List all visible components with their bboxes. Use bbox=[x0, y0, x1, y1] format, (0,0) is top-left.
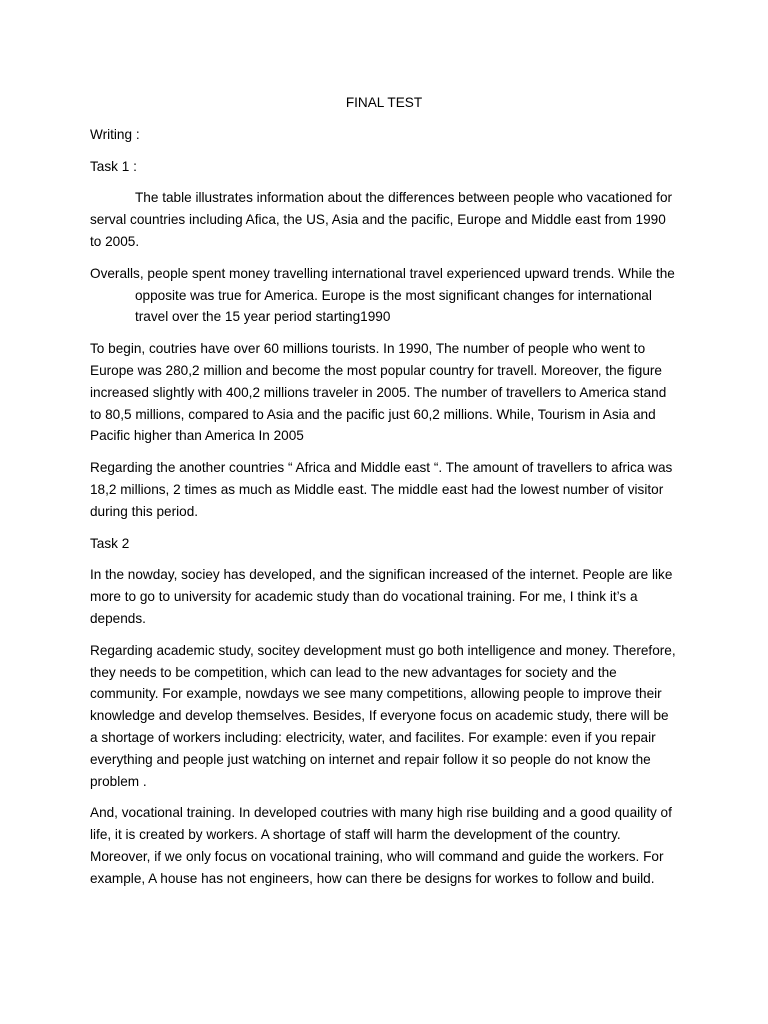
task2-paragraph-body-2: And, vocational training. In developed coutries with many high rise building and a good quaility of life, it is created by workers. A shortage of staff will harm the development of the country. Moreover, if we only focus on vocational training, who will command and guide the workers. For example, A house has not engineers, how can there be designs for workes to follow and build. bbox=[90, 805, 672, 886]
section-heading-writing: Writing : bbox=[90, 126, 140, 142]
task1-paragraph-intro: The table illustrates information about the differences between people who vacationed for serval countries including Afica, the US, Asia and the pacific, Europe and Middle east from 1990 to 2005. bbox=[90, 190, 673, 249]
task1-heading: Task 1 : bbox=[90, 158, 137, 174]
task1-paragraph-body-1: To begin, coutries have over 60 millions tourists. In 1990, The number of people who went to Europe was 280,2 million and become the most popular country for travell. Moreover, the figure increased slightly with 400,2 millions traveler in 2005. The number of travellers to America stand to 80,5 millions, compared to Asia and the pacific just 60,2 millions. While, Tourism in Asia and Pacific higher than America In 2005 bbox=[90, 341, 667, 444]
task2-paragraph-body-1: Regarding academic study, socitey development must go both intelligence and money. Therefore, they needs to be competition, which can lead to the new advantages for society and the community. For example, nowdays we see many competitions, allowing people to improve their knowledge and develop themselves. Besides, If everyone focus on academic study, there will be a shortage of workers including: electricity, water, and facilites. For example: even if you repair everything and people just watching on internet and repair follow it so people do not know the problem . bbox=[90, 642, 676, 789]
task1-paragraph-body-2: Regarding the another countries “ Africa and Middle east “. The amount of travellers to africa was 18,2 millions, 2 times as much as Middle east. The middle east had the lowest number of visitor during this period. bbox=[90, 460, 673, 519]
task2-paragraph-intro: In the nowday, sociey has developed, and the significan increased of the internet. People are like more to go to university for academic study than do vocational training. For me, I think it’s a depends. bbox=[90, 567, 673, 626]
document-title: FINAL TEST bbox=[345, 95, 423, 110]
task2-heading: Task 2 bbox=[90, 535, 130, 551]
task1-paragraph-overview: Overalls, people spent money travelling international travel experienced upward trends. While the opposite was true for America. Europe is the most significant changes for international travel over the 15 year period starting1990 bbox=[90, 265, 675, 325]
